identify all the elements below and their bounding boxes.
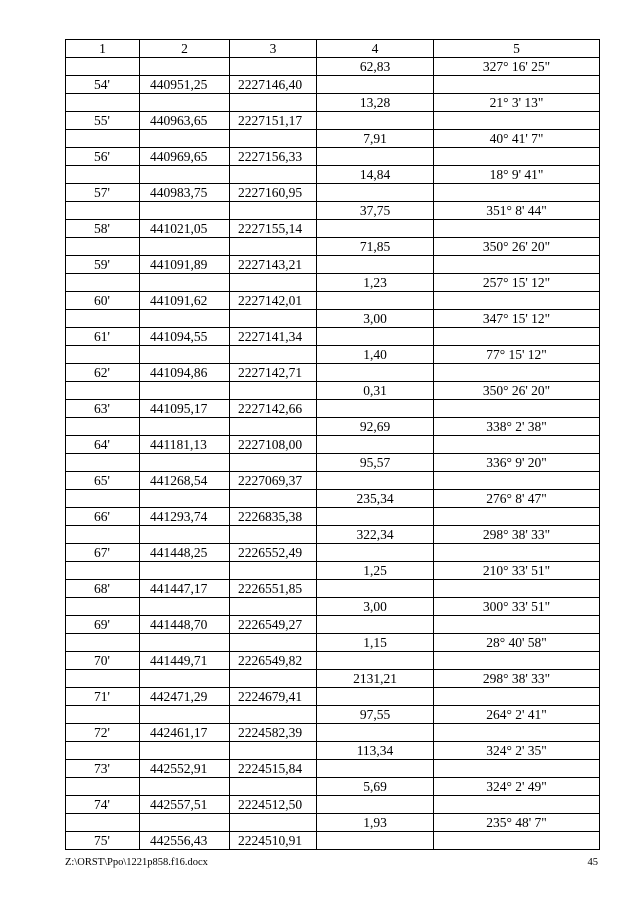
cell-point-id <box>66 202 140 220</box>
cell-point-id: 61' <box>66 328 140 346</box>
cell-y-coordinate <box>230 742 317 760</box>
cell-y-coordinate: 2227146,40 <box>230 76 317 94</box>
cell-y-coordinate: 2227142,01 <box>230 292 317 310</box>
cell-point-id <box>66 526 140 544</box>
cell-y-coordinate <box>230 670 317 688</box>
cell-y-coordinate: 2224512,50 <box>230 796 317 814</box>
cell-y-coordinate <box>230 94 317 112</box>
cell-bearing: 298° 38' 33" <box>434 670 600 688</box>
table-row <box>66 130 600 148</box>
cell-y-coordinate <box>230 778 317 796</box>
cell-point-id: 60' <box>66 292 140 310</box>
cell-bearing: 77° 15' 12" <box>434 346 600 364</box>
cell-point-id: 55' <box>66 112 140 130</box>
cell-x-coordinate <box>140 526 230 544</box>
table-row <box>66 364 600 382</box>
cell-point-id: 56' <box>66 148 140 166</box>
cell-distance: 92,69 <box>317 418 434 436</box>
table-row <box>66 382 600 400</box>
cell-y-coordinate <box>230 202 317 220</box>
cell-x-coordinate: 442471,29 <box>140 688 230 706</box>
cell-x-coordinate <box>140 454 230 472</box>
cell-x-coordinate <box>140 562 230 580</box>
cell-distance: 1,15 <box>317 634 434 652</box>
cell-point-id: 65' <box>66 472 140 490</box>
cell-distance: 322,34 <box>317 526 434 544</box>
table-body <box>66 58 600 850</box>
table-row <box>66 202 600 220</box>
cell-x-coordinate <box>140 490 230 508</box>
table-row <box>66 436 600 454</box>
cell-y-coordinate: 2224679,41 <box>230 688 317 706</box>
cell-point-id <box>66 742 140 760</box>
cell-point-id <box>66 58 140 76</box>
cell-distance <box>317 652 434 670</box>
cell-point-id: 57' <box>66 184 140 202</box>
footer-file-path: Z:\ORST\Ppo\1221p858.f16.docx <box>65 857 208 868</box>
cell-distance <box>317 292 434 310</box>
cell-bearing <box>434 796 600 814</box>
cell-point-id <box>66 130 140 148</box>
cell-bearing: 300° 33' 51" <box>434 598 600 616</box>
cell-bearing <box>434 148 600 166</box>
cell-distance <box>317 400 434 418</box>
cell-y-coordinate: 2227160,95 <box>230 184 317 202</box>
table-row <box>66 148 600 166</box>
cell-distance: 235,34 <box>317 490 434 508</box>
cell-y-coordinate <box>230 310 317 328</box>
cell-bearing <box>434 364 600 382</box>
table-row <box>66 274 600 292</box>
cell-y-coordinate <box>230 418 317 436</box>
cell-y-coordinate: 2227142,66 <box>230 400 317 418</box>
cell-x-coordinate <box>140 346 230 364</box>
table-row <box>66 472 600 490</box>
cell-y-coordinate: 2226552,49 <box>230 544 317 562</box>
header-row <box>66 40 600 58</box>
cell-bearing <box>434 652 600 670</box>
cell-bearing: 327° 16' 25" <box>434 58 600 76</box>
cell-x-coordinate: 442461,17 <box>140 724 230 742</box>
cell-bearing <box>434 220 600 238</box>
cell-point-id <box>66 670 140 688</box>
cell-y-coordinate <box>230 526 317 544</box>
cell-point-id <box>66 562 140 580</box>
cell-point-id: 69' <box>66 616 140 634</box>
cell-y-coordinate <box>230 562 317 580</box>
cell-x-coordinate: 441268,54 <box>140 472 230 490</box>
cell-bearing: 347° 15' 12" <box>434 310 600 328</box>
cell-y-coordinate: 2227151,17 <box>230 112 317 130</box>
cell-bearing <box>434 508 600 526</box>
cell-y-coordinate <box>230 238 317 256</box>
cell-x-coordinate <box>140 418 230 436</box>
cell-distance: 1,23 <box>317 274 434 292</box>
table-row <box>66 58 600 76</box>
cell-distance: 95,57 <box>317 454 434 472</box>
cell-point-id: 63' <box>66 400 140 418</box>
table-row <box>66 346 600 364</box>
cell-point-id <box>66 706 140 724</box>
cell-x-coordinate: 442552,91 <box>140 760 230 778</box>
cell-distance: 97,55 <box>317 706 434 724</box>
cell-bearing <box>434 472 600 490</box>
table-row <box>66 112 600 130</box>
cell-distance <box>317 76 434 94</box>
cell-y-coordinate: 2224515,84 <box>230 760 317 778</box>
cell-x-coordinate: 440963,65 <box>140 112 230 130</box>
cell-y-coordinate <box>230 274 317 292</box>
cell-distance: 14,84 <box>317 166 434 184</box>
cell-point-id: 59' <box>66 256 140 274</box>
table-row <box>66 706 600 724</box>
table-row <box>66 490 600 508</box>
cell-distance: 1,25 <box>317 562 434 580</box>
cell-y-coordinate: 2227069,37 <box>230 472 317 490</box>
cell-point-id: 74' <box>66 796 140 814</box>
cell-point-id <box>66 634 140 652</box>
cell-point-id: 72' <box>66 724 140 742</box>
cell-bearing: 210° 33' 51" <box>434 562 600 580</box>
cell-x-coordinate <box>140 310 230 328</box>
header-col-3: 3 <box>230 40 317 58</box>
cell-bearing <box>434 616 600 634</box>
cell-x-coordinate: 441447,17 <box>140 580 230 598</box>
cell-bearing <box>434 328 600 346</box>
cell-distance <box>317 364 434 382</box>
cell-point-id <box>66 238 140 256</box>
table-row <box>66 76 600 94</box>
cell-bearing <box>434 112 600 130</box>
cell-bearing <box>434 544 600 562</box>
table-row <box>66 616 600 634</box>
cell-x-coordinate: 440969,65 <box>140 148 230 166</box>
cell-distance <box>317 508 434 526</box>
cell-x-coordinate: 442556,43 <box>140 832 230 850</box>
cell-point-id <box>66 382 140 400</box>
cell-x-coordinate <box>140 130 230 148</box>
cell-bearing <box>434 184 600 202</box>
cell-bearing: 21° 3' 13" <box>434 94 600 112</box>
cell-y-coordinate <box>230 382 317 400</box>
cell-x-coordinate <box>140 166 230 184</box>
cell-bearing <box>434 256 600 274</box>
table-row <box>66 184 600 202</box>
cell-point-id: 68' <box>66 580 140 598</box>
table-row <box>66 292 600 310</box>
cell-y-coordinate <box>230 814 317 832</box>
cell-x-coordinate: 441094,55 <box>140 328 230 346</box>
cell-x-coordinate <box>140 778 230 796</box>
cell-bearing <box>434 832 600 850</box>
cell-distance <box>317 436 434 454</box>
cell-distance <box>317 760 434 778</box>
cell-x-coordinate <box>140 238 230 256</box>
cell-bearing: 235° 48' 7" <box>434 814 600 832</box>
cell-y-coordinate <box>230 598 317 616</box>
cell-point-id <box>66 274 140 292</box>
cell-distance: 2131,21 <box>317 670 434 688</box>
cell-distance: 13,28 <box>317 94 434 112</box>
cell-distance <box>317 580 434 598</box>
cell-distance <box>317 184 434 202</box>
cell-bearing: 336° 9' 20" <box>434 454 600 472</box>
cell-point-id: 67' <box>66 544 140 562</box>
table-row <box>66 688 600 706</box>
cell-distance <box>317 616 434 634</box>
cell-x-coordinate <box>140 202 230 220</box>
cell-y-coordinate <box>230 58 317 76</box>
cell-point-id <box>66 310 140 328</box>
cell-distance <box>317 724 434 742</box>
cell-bearing: 28° 40' 58" <box>434 634 600 652</box>
table-row <box>66 526 600 544</box>
cell-point-id: 58' <box>66 220 140 238</box>
cell-y-coordinate: 2227155,14 <box>230 220 317 238</box>
cell-x-coordinate: 441448,70 <box>140 616 230 634</box>
cell-point-id <box>66 814 140 832</box>
cell-distance <box>317 832 434 850</box>
cell-y-coordinate: 2226551,85 <box>230 580 317 598</box>
table-row <box>66 796 600 814</box>
cell-bearing <box>434 292 600 310</box>
cell-x-coordinate: 440983,75 <box>140 184 230 202</box>
cell-x-coordinate <box>140 58 230 76</box>
cell-distance <box>317 688 434 706</box>
cell-x-coordinate <box>140 382 230 400</box>
cell-point-id <box>66 598 140 616</box>
table-row <box>66 742 600 760</box>
table-row <box>66 400 600 418</box>
cell-x-coordinate: 440951,25 <box>140 76 230 94</box>
cell-distance <box>317 544 434 562</box>
table-row <box>66 634 600 652</box>
cell-point-id: 64' <box>66 436 140 454</box>
cell-bearing: 276° 8' 47" <box>434 490 600 508</box>
cell-distance: 3,00 <box>317 310 434 328</box>
cell-y-coordinate: 2226549,27 <box>230 616 317 634</box>
cell-distance <box>317 472 434 490</box>
cell-x-coordinate <box>140 598 230 616</box>
cell-point-id: 66' <box>66 508 140 526</box>
cell-x-coordinate: 442557,51 <box>140 796 230 814</box>
cell-bearing <box>434 76 600 94</box>
cell-x-coordinate <box>140 706 230 724</box>
cell-x-coordinate: 441449,71 <box>140 652 230 670</box>
cell-x-coordinate: 441021,05 <box>140 220 230 238</box>
cell-y-coordinate <box>230 166 317 184</box>
cell-bearing: 298° 38' 33" <box>434 526 600 544</box>
cell-x-coordinate <box>140 94 230 112</box>
cell-bearing: 351° 8' 44" <box>434 202 600 220</box>
cell-point-id: 75' <box>66 832 140 850</box>
table-row <box>66 562 600 580</box>
cell-point-id <box>66 454 140 472</box>
cell-distance: 3,00 <box>317 598 434 616</box>
footer-page-number: 45 <box>587 857 598 868</box>
table-row <box>66 166 600 184</box>
cell-point-id: 70' <box>66 652 140 670</box>
header-col-4: 4 <box>317 40 434 58</box>
table-row <box>66 454 600 472</box>
cell-distance: 62,83 <box>317 58 434 76</box>
cell-bearing: 257° 15' 12" <box>434 274 600 292</box>
table-row <box>66 256 600 274</box>
table-row <box>66 418 600 436</box>
cell-x-coordinate: 441448,25 <box>140 544 230 562</box>
cell-distance <box>317 256 434 274</box>
cell-distance <box>317 220 434 238</box>
cell-y-coordinate <box>230 130 317 148</box>
cell-point-id: 71' <box>66 688 140 706</box>
cell-point-id <box>66 490 140 508</box>
cell-point-id: 54' <box>66 76 140 94</box>
cell-bearing: 40° 41' 7" <box>434 130 600 148</box>
cell-bearing <box>434 688 600 706</box>
cell-y-coordinate: 2226835,38 <box>230 508 317 526</box>
header-col-1: 1 <box>66 40 140 58</box>
cell-y-coordinate: 2227141,34 <box>230 328 317 346</box>
cell-distance: 1,93 <box>317 814 434 832</box>
cell-y-coordinate: 2227143,21 <box>230 256 317 274</box>
cell-distance: 37,75 <box>317 202 434 220</box>
cell-distance: 71,85 <box>317 238 434 256</box>
cell-y-coordinate: 2227108,00 <box>230 436 317 454</box>
cell-x-coordinate <box>140 742 230 760</box>
cell-y-coordinate <box>230 454 317 472</box>
cell-x-coordinate: 441094,86 <box>140 364 230 382</box>
cell-bearing <box>434 436 600 454</box>
header-col-2: 2 <box>140 40 230 58</box>
cell-bearing <box>434 580 600 598</box>
table-row <box>66 310 600 328</box>
header-col-5: 5 <box>434 40 600 58</box>
table-row <box>66 508 600 526</box>
cell-bearing: 18° 9' 41" <box>434 166 600 184</box>
cell-bearing: 350° 26' 20" <box>434 382 600 400</box>
cell-point-id: 73' <box>66 760 140 778</box>
cell-point-id <box>66 778 140 796</box>
cell-x-coordinate: 441293,74 <box>140 508 230 526</box>
cell-x-coordinate: 441091,62 <box>140 292 230 310</box>
cell-distance: 0,31 <box>317 382 434 400</box>
table-row <box>66 580 600 598</box>
table-row <box>66 598 600 616</box>
cell-distance <box>317 112 434 130</box>
cell-x-coordinate <box>140 670 230 688</box>
table-row <box>66 220 600 238</box>
cell-y-coordinate <box>230 490 317 508</box>
cell-x-coordinate <box>140 634 230 652</box>
cell-bearing: 324° 2' 49" <box>434 778 600 796</box>
cell-distance: 5,69 <box>317 778 434 796</box>
cell-x-coordinate <box>140 274 230 292</box>
cell-distance: 7,91 <box>317 130 434 148</box>
cell-distance: 1,40 <box>317 346 434 364</box>
cell-point-id <box>66 346 140 364</box>
cell-point-id: 62' <box>66 364 140 382</box>
table-row <box>66 328 600 346</box>
cell-bearing: 350° 26' 20" <box>434 238 600 256</box>
table-row <box>66 724 600 742</box>
table-row <box>66 238 600 256</box>
table-row <box>66 94 600 112</box>
table-row <box>66 544 600 562</box>
cell-y-coordinate: 2224510,91 <box>230 832 317 850</box>
cell-distance <box>317 328 434 346</box>
cell-distance: 113,34 <box>317 742 434 760</box>
cell-bearing <box>434 400 600 418</box>
cell-y-coordinate <box>230 706 317 724</box>
cell-x-coordinate <box>140 814 230 832</box>
table-row <box>66 814 600 832</box>
coordinates-table <box>65 39 600 850</box>
cell-y-coordinate: 2226549,82 <box>230 652 317 670</box>
cell-point-id <box>66 94 140 112</box>
cell-y-coordinate: 2227142,71 <box>230 364 317 382</box>
cell-bearing: 264° 2' 41" <box>434 706 600 724</box>
cell-y-coordinate: 2224582,39 <box>230 724 317 742</box>
cell-x-coordinate: 441181,13 <box>140 436 230 454</box>
table-row <box>66 670 600 688</box>
cell-point-id <box>66 166 140 184</box>
cell-bearing <box>434 724 600 742</box>
cell-x-coordinate: 441095,17 <box>140 400 230 418</box>
table-row <box>66 778 600 796</box>
cell-x-coordinate: 441091,89 <box>140 256 230 274</box>
table-row <box>66 832 600 850</box>
cell-y-coordinate <box>230 634 317 652</box>
cell-bearing: 338° 2' 38" <box>434 418 600 436</box>
cell-distance <box>317 148 434 166</box>
cell-point-id <box>66 418 140 436</box>
table-header <box>66 40 600 58</box>
cell-bearing: 324° 2' 35" <box>434 742 600 760</box>
cell-distance <box>317 796 434 814</box>
cell-y-coordinate <box>230 346 317 364</box>
table-row <box>66 760 600 778</box>
cell-y-coordinate: 2227156,33 <box>230 148 317 166</box>
cell-bearing <box>434 760 600 778</box>
table-row <box>66 652 600 670</box>
